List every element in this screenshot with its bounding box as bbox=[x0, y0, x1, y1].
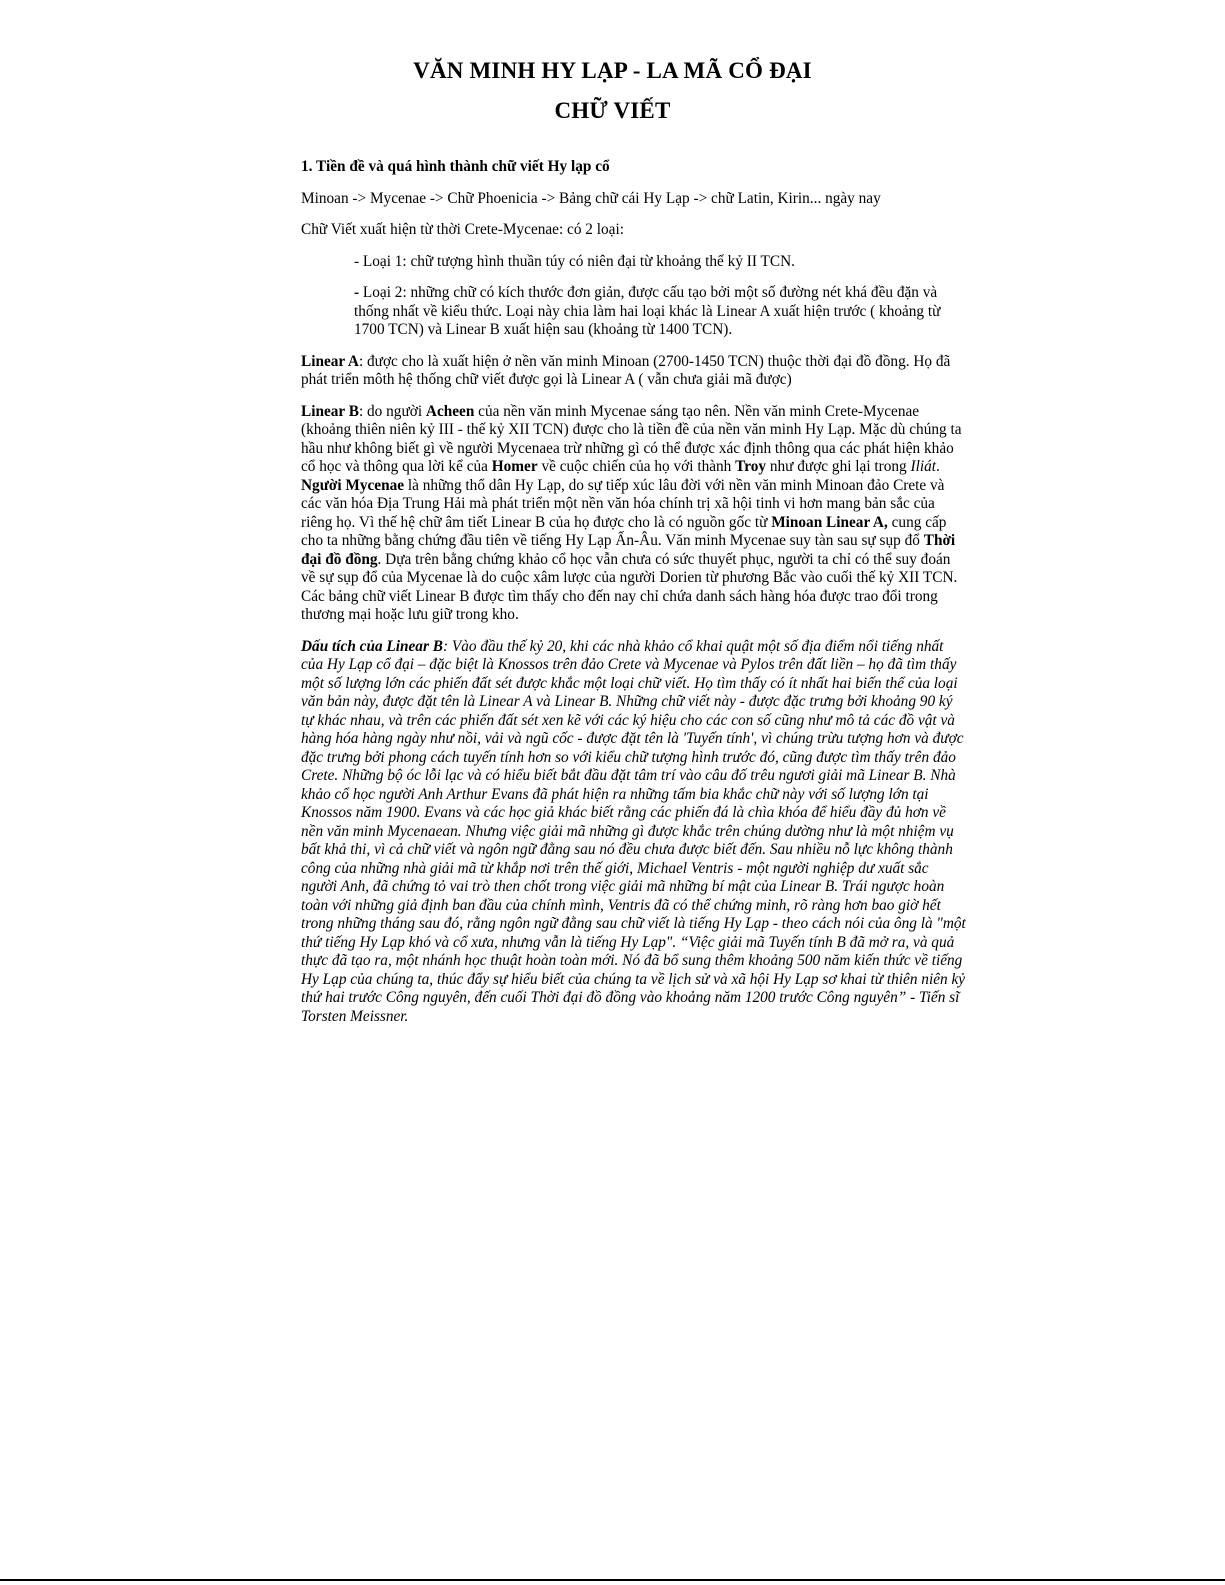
evolution-chain: Minoan -> Mycenae -> Chữ Phoenicia -> Bảng chữ cái Hy Lạp -> chữ Latin, Kirin... ngày nay bbox=[301, 189, 881, 207]
linear-b-term: Minoan Linear A, bbox=[771, 513, 888, 531]
linear-b-text: . Dựa trên bằng chứng khảo cổ học vẫn chưa có sức thuyết phục, người ta chỉ có thể suy đoán về sự sụp đổ của Mycenae là do cuộc xâm lược của người Dorien từ phương Bắc vào cuối thế kỷ XII TCN. Các bảng chữ viết Linear B được tìm thấy cho đến nay chỉ chứa danh sách hàng hóa được trao đổi trong thương mại hoặc lưu giữ trong kho. bbox=[301, 550, 958, 623]
linear-b-traces-paragraph bbox=[301, 638, 967, 1027]
type2-text: Loại 2: những chữ có kích thước đơn giản, được cấu tạo bởi một số đường nét khá đều đặn và thống nhất về kiểu thức. Loại này chia làm hai loại khác là Linear A xuất hiện trước ( khoảng từ 1700 TCN) và Linear B xuất hiện sau (khoảng từ 1400 TCN). bbox=[354, 284, 941, 338]
page-bottom-border bbox=[0, 1579, 1225, 1581]
document-subtitle: CHỮ VIẾT bbox=[554, 98, 671, 123]
linear-a-paragraph bbox=[301, 353, 967, 390]
linear-b-text: của nền văn minh Mycenae sáng tạo nên. Nền văn minh Crete-Mycenae (khoảng thiên niên kỷ III - thế kỷ XII TCN) được cho là tiền đề của nền văn minh Hy Lạp. Mặc dù chúng ta hầu như không biết gì về người Mycenaea trừ những gì có thể được xác định thông qua các phát hiện khảo cổ học và thông qua lời kể của bbox=[301, 402, 962, 475]
linear-b-term: Acheen bbox=[425, 402, 475, 420]
document-body bbox=[301, 158, 967, 1039]
document-title: VĂN MINH HY LẠP - LA MÃ CỔ ĐẠI bbox=[413, 58, 812, 83]
linear-b-text: . bbox=[936, 458, 940, 475]
linear-b-label: Linear B bbox=[301, 402, 359, 420]
linear-b-text: như được ghi lại trong bbox=[766, 458, 911, 475]
writing-type-1: - Loại 1: chữ tượng hình thuần túy có niên đại từ khoảng thế kỷ II TCN. bbox=[354, 252, 795, 270]
linear-b-term: Người Mycenae bbox=[301, 476, 405, 494]
section-heading: 1. Tiền đề và quá hình thành chữ viết Hy lạp cổ bbox=[301, 158, 610, 175]
linear-b-paragraph bbox=[301, 403, 967, 625]
linear-b-text: cung cấp cho ta những bằng chứng đầu tiên về tiếng Hy Lạp Ấn-Âu. Văn minh Mycenae suy tàn sau sự sụp đổ bbox=[301, 513, 947, 549]
writing-type-2 bbox=[354, 284, 967, 340]
traces-label: Dấu tích của Linear B bbox=[301, 637, 443, 655]
linear-b-text: về cuộc chiến của họ với thành bbox=[537, 458, 736, 475]
linear-b-term: Homer bbox=[491, 458, 538, 475]
intro-paragraph: Chữ Viết xuất hiện từ thời Crete-Mycenae: có 2 loại: bbox=[301, 221, 624, 238]
traces-text: : Vào đầu thế kỷ 20, khi các nhà khảo cổ khai quật một số địa điểm nổi tiếng nhất của Hy Lạp cổ đại – đặc biệt là Knossos trên đảo Crete và Mycenae và Pylos trên đất liền – họ đã tìm thấy một số lượng lớn các phiến đất sét được khắc một loại chữ viết. Họ tìm thấy có ít nhất hai biến thể của loại văn bản này, được đặt tên là Linear A và Linear B. Những chữ viết này - được đặc trưng bởi khoảng 90 ký tự khác nhau, và trên các phiến đất sét xen kẽ với các ký hiệu cho các con số cũng như mô tả các đồ vật và hàng hóa hàng ngày như nồi, vải và ngũ cốc - được đặt tên là 'Tuyến tính', vì chúng trừu tượng hơn và được đặc trưng bởi phong cách tuyến tính hơn so với kiểu chữ tượng hình trước đó, cũng được tìm thấy trên đảo Crete. Những bộ óc lỗi lạc và có hiểu biết bắt đầu đặt tâm trí vào câu đố trêu ngươi giải mã Linear B. Nhà khảo cổ học người Anh Arthur Evans đã phát hiện ra những tấm bia khắc chữ này với số lượng lớn tại Knossos năm 1900. Evans và các học giả khác biết rằng các phiến đá là chìa khóa để hiểu đầy đủ hơn về nền văn minh Mycenaean. Nhưng việc giải mã những gì được khắc trên chúng dường như là một nhiệm vụ bất khả thi, vì cả chữ viết và ngôn ngữ đằng sau nó đều chưa được biết đến. Sau nhiều nỗ lực không thành công của những nhà giải mã từ khắp nơi trên thế giới, Michael Ventris - một người nghiệp dư xuất sắc người Anh, đã chứng tỏ vai trò then chốt trong việc giải mã những bí mật của Linear B. Trái ngược hoàn toàn với những giả định ban đầu của chính mình, Ventris đã có thể chứng minh, rõ ràng hơn bao giờ hết trong những tháng sau đó, rằng ngôn ngữ đằng sau chữ viết là tiếng Hy Lạp - theo cách nói của ông là "một thứ tiếng Hy Lạp khó và cổ xưa, nhưng vẫn là tiếng Hy Lạp". “Việc giải mã Tuyến tính B đã mở ra, và quả thực đã tạo ra, một nhánh học thuật hoàn toàn mới. Nó đã bổ sung thêm khoảng 500 năm kiến thức về tiếng Hy Lạp của chúng ta, thúc đẩy sự hiểu biết của chúng ta về lịch sử và xã hội Hy Lạp sơ khai từ thiên niên kỷ thứ hai trước Công nguyên, đến cuối Thời đại đồ đồng vào khoảng năm 1200 trước Công nguyên” - Tiến sĩ Torsten Meissner. bbox=[301, 637, 966, 1025]
linear-a-label: Linear A bbox=[301, 352, 359, 370]
linear-b-work-title: Iliát bbox=[910, 458, 937, 475]
linear-b-text: là những thổ dân Hy Lạp, do sự tiếp xúc lâu đời với nền văn minh Minoan đảo Crete và các văn hóa Địa Trung Hải mà phát triển một nền văn hóa chính trị xã hội tinh vi hơn mang bản sắc của riêng họ. Vì thế hệ chữ âm tiết Linear B của họ được cho là có nguồn gốc từ bbox=[301, 476, 945, 531]
type2-dash: - bbox=[354, 284, 360, 301]
linear-b-text: : do người bbox=[358, 402, 426, 420]
linear-b-term: Troy bbox=[735, 458, 767, 475]
linear-a-text: : được cho là xuất hiện ở nền văn minh Minoan (2700-1450 TCN) thuộc thời đại đồ đồng. Họ đã phát triển môth hệ thống chữ viết được gọi là Linear A ( vẫn chưa giải mã được) bbox=[301, 352, 951, 388]
linear-b-term: Thời đại đồ đồng bbox=[301, 532, 956, 568]
